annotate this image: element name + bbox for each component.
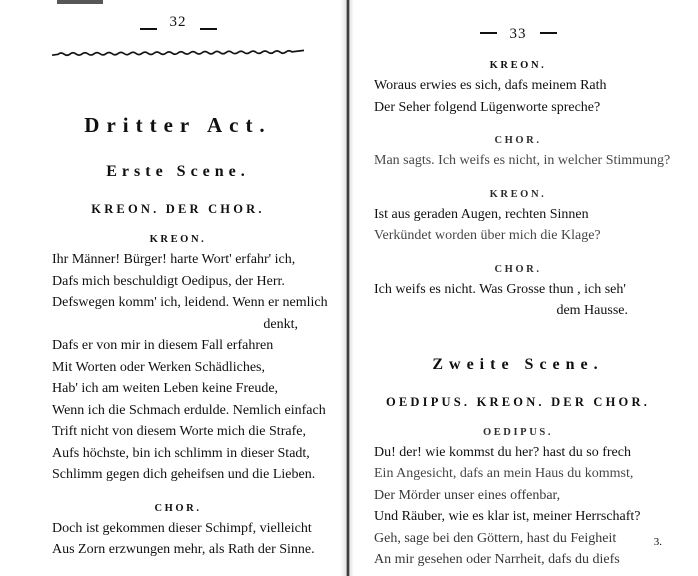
left-page-folio xyxy=(52,14,304,39)
verse-line: An mir gesehen oder Narrheit, dafs du diefs xyxy=(374,552,620,567)
scene-spacer xyxy=(374,322,662,356)
folio-dash-left-icon xyxy=(140,28,157,30)
verse-line: Man sagts. Ich weifs es nicht, in welcher Stimmung? xyxy=(374,153,671,168)
verse-line-runover: denkt, xyxy=(263,316,298,332)
verse-line: Trift nicht von diesem Worte mich die Strafe, xyxy=(52,424,306,439)
verse-line: Und Räuber, wie es klar ist, meiner Herrschaft? xyxy=(374,509,641,524)
left-page xyxy=(0,0,346,576)
verse-line-runover: dem Hausse. xyxy=(556,303,628,318)
signature-mark: 3. xyxy=(653,536,662,548)
verse-line: Wenn ich die Schmach erdulde. Nemlich einfach xyxy=(52,402,326,418)
right-page-folio xyxy=(374,26,662,43)
verse-line: Defswegen komm' ich, leidend. Wenn er nemlich xyxy=(52,295,328,310)
scene-title-second: Zweite Scene. xyxy=(432,355,604,373)
speech-block xyxy=(374,189,662,247)
speaker-label: CHOR. xyxy=(154,502,202,514)
left-page-number: 32 xyxy=(169,14,187,30)
speaker-label: CHOR. xyxy=(494,263,542,275)
folio-dash-right-icon xyxy=(200,28,217,30)
verse-line: Ein Angesicht, dafs an mein Haus du kommst, xyxy=(374,466,634,481)
verse-line: Verkündet worden über mich die Klage? xyxy=(374,228,601,243)
verse-line: Ihr Männer! Bürger! harte Wort' erfahr' ich, xyxy=(52,252,296,267)
speech-block xyxy=(374,135,671,172)
speaker-label: KREON. xyxy=(489,188,547,200)
verse-line: Der Mörder unser eines offenbar, xyxy=(374,487,561,503)
right-page-number: 33 xyxy=(509,26,527,42)
verse-line: Aus Zorn erzwungen mehr, als Rath der Sinne. xyxy=(52,542,315,557)
speaker-label: KREON. xyxy=(489,60,547,71)
verse-line: Dafs er von mir in diesem Fall erfahren xyxy=(52,338,274,353)
speaker-label: KREON. xyxy=(149,234,207,245)
verse-line: Woraus erwies es sich, dafs meinem Rath xyxy=(374,78,607,93)
act-title: Dritter Act. xyxy=(84,113,272,137)
folio-dash-right-icon xyxy=(540,32,557,34)
dramatis-personae-second: OEDIPUS. KREON. DER CHOR. xyxy=(385,394,651,409)
verse-line: Ist aus geraden Augen, rechten Sinnen xyxy=(374,206,589,222)
speech-block xyxy=(52,234,328,486)
scene-title: Erste Scene. xyxy=(106,163,250,180)
verse-line: Hab' ich am weiten Leben keine Freude, xyxy=(52,381,279,396)
verse-line: Doch ist gekommen dieser Schimpf, vielleicht xyxy=(52,520,312,536)
speech-block xyxy=(374,427,662,571)
verse-line: Der Seher folgend Lügenworte spreche? xyxy=(374,99,601,115)
wavy-rule-ornament xyxy=(52,47,304,58)
speaker-label: CHOR. xyxy=(494,135,542,146)
speech-block xyxy=(374,264,662,322)
verse-line: Ich weifs es nicht. Was Grosse thun , ich seh' xyxy=(374,281,626,297)
left-page-body xyxy=(52,14,328,561)
right-page xyxy=(350,0,698,576)
verse-line: Geh, sage bei den Göttern, hast du Feigheit xyxy=(374,530,617,546)
speaker-label: OEDIPUS. xyxy=(482,426,554,438)
folio-dash-left-icon xyxy=(480,32,497,34)
verse-line: Dafs mich beschuldigt Oedipus, der Herr. xyxy=(52,273,285,289)
speech-block xyxy=(374,60,662,118)
speech-block xyxy=(52,502,315,561)
verse-line: Schlimm gegen dich geheifsen und die Lieben. xyxy=(52,467,316,482)
right-page-body xyxy=(374,26,671,571)
verse-line: Aufs höchste, bin ich schlimm in dieser Stadt, xyxy=(52,445,310,461)
dramatis-personae: KREON. DER CHOR. xyxy=(91,202,265,216)
verse-line: Du! der! wie kommst du her? hast du so frech xyxy=(374,444,631,460)
verse-line: Mit Worten oder Werken Schädliches, xyxy=(52,359,266,375)
